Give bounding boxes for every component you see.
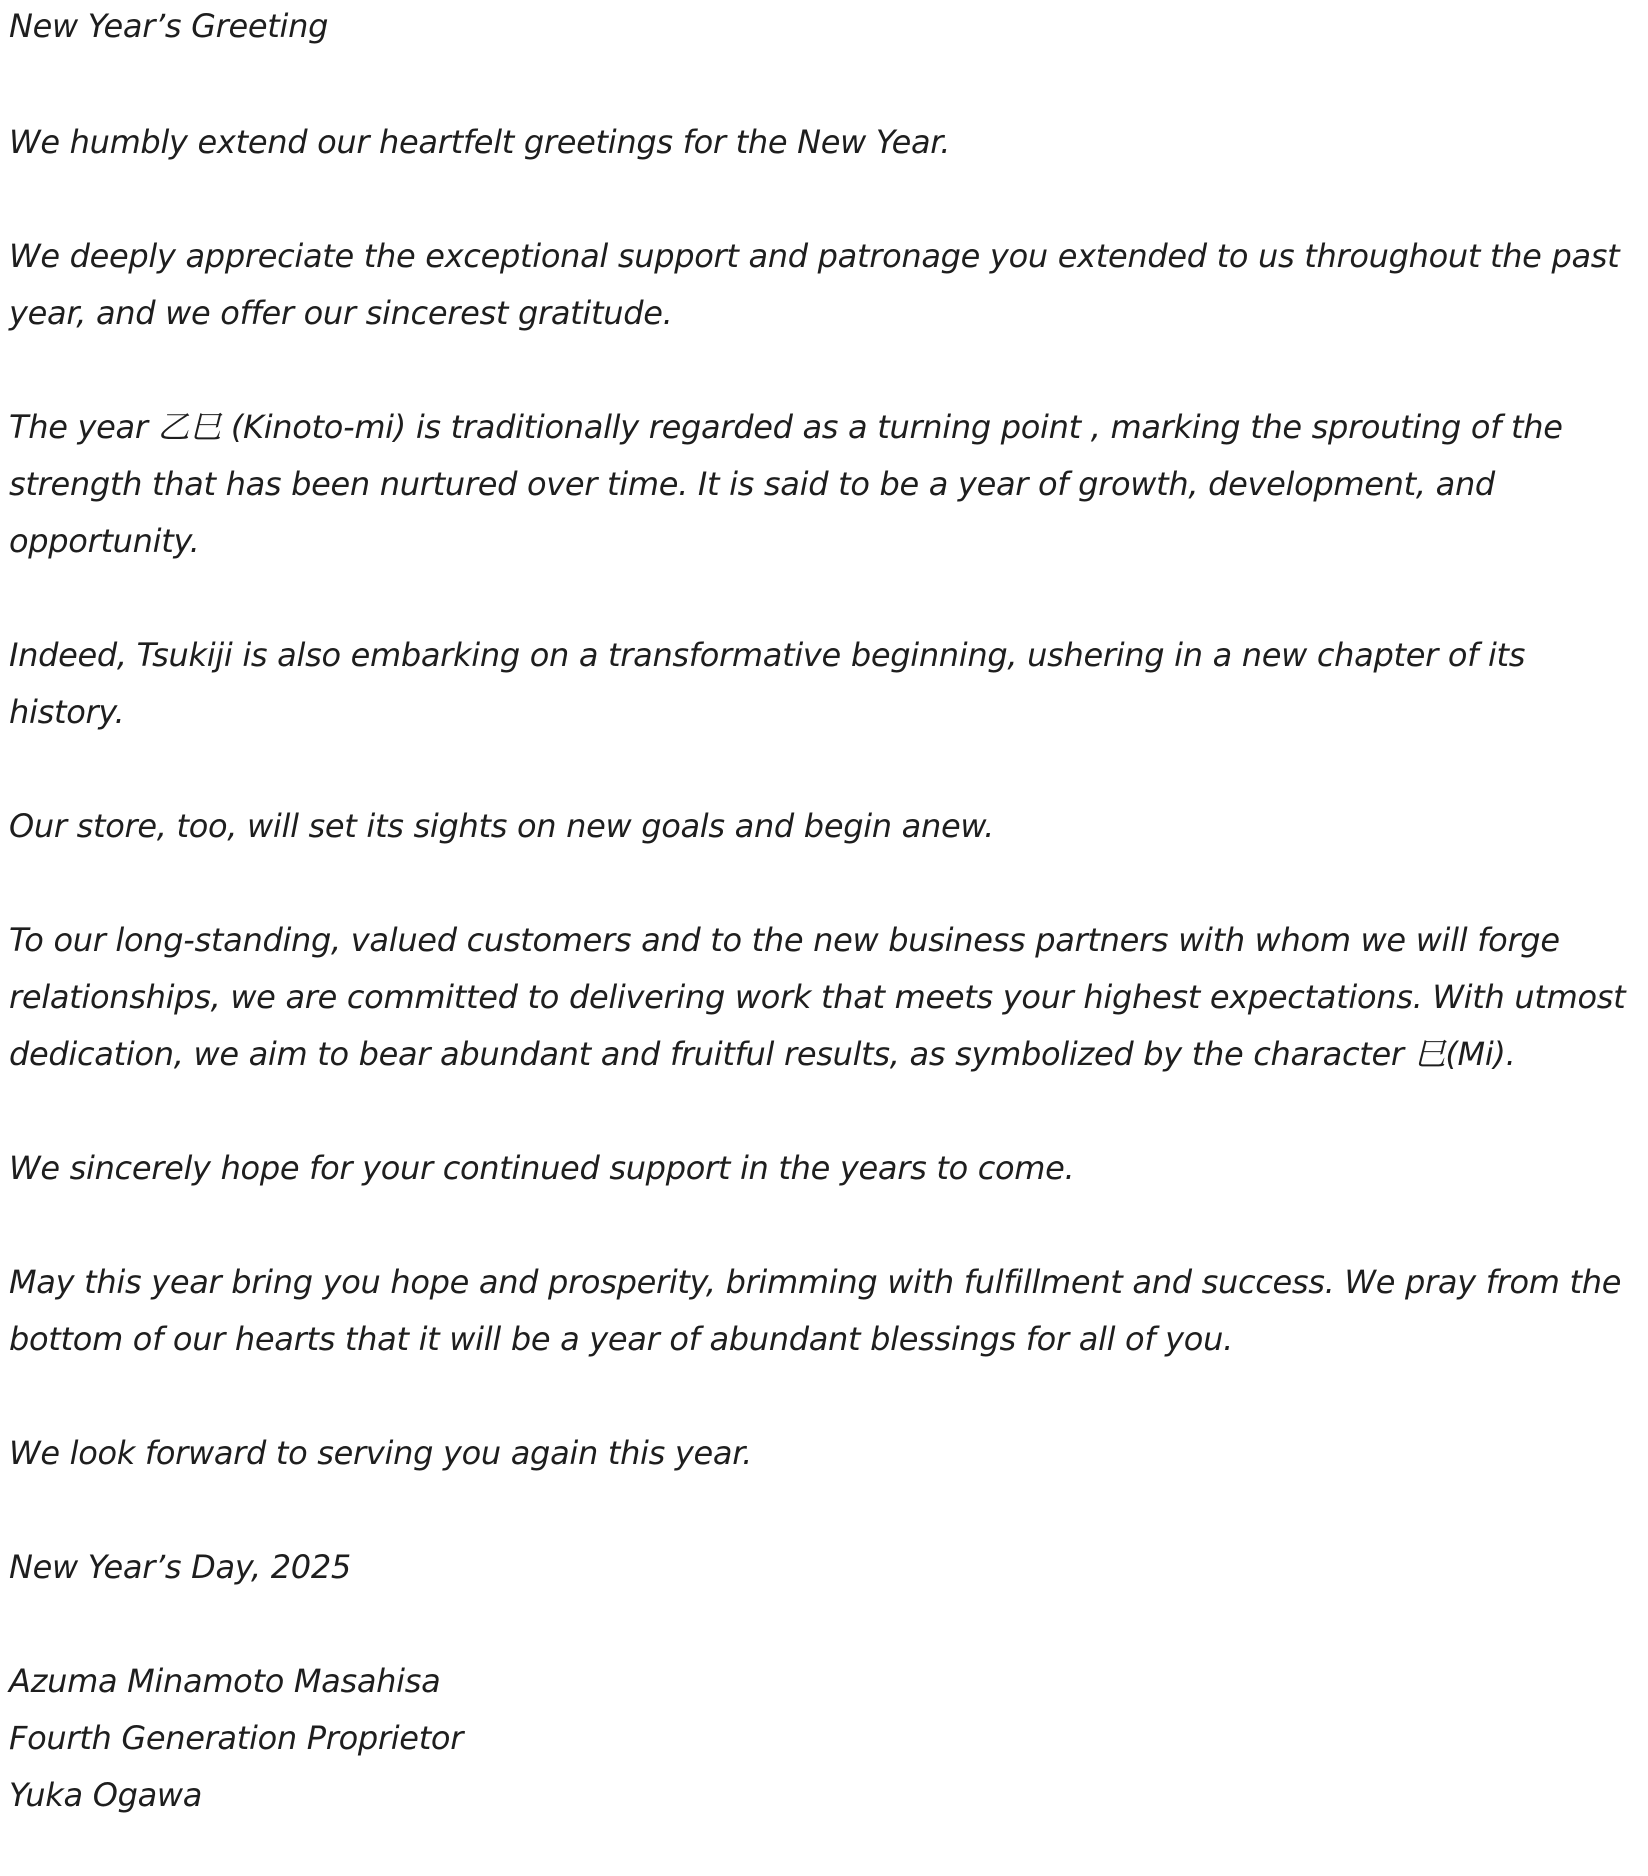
paragraph-new-goals: Our store, too, will set its sights on new goals and begin anew. xyxy=(9,807,995,845)
paragraph-kinoto-mi: The year 乙巳 (Kinoto-mi) is traditionally regarded as a turning point , marking the sprouting of the strength that has been nurtured over time. It is said to be a year of growth, development, and opportunity. xyxy=(9,408,1563,560)
paragraph-tsukiji: Indeed, Tsukiji is also embarking on a transformative beginning, ushering in a new chapter of its history. xyxy=(9,636,1526,731)
letter-date: New Year’s Day, 2025 xyxy=(9,1548,351,1586)
signature-name: Azuma Minamoto Masahisa xyxy=(9,1662,441,1700)
paragraph-commitment: To our long-standing, valued customers and to the new business partners with whom we will forge relationships, we are committed to delivering work that meets your highest expectations. With utmost dedication, we aim to bear abundant and fruitful results, as symbolized by the character 巳(Mi). xyxy=(9,921,1626,1073)
letter-title: New Year’s Greeting xyxy=(9,7,329,45)
signature-position: Fourth Generation Proprietor xyxy=(9,1719,464,1757)
signature-block xyxy=(9,1653,1634,1824)
paragraph-look-forward: We look forward to serving you again this year. xyxy=(9,1434,753,1472)
paragraph-prosperity: May this year bring you hope and prosperity, brimming with fulfillment and success. We pray from the bottom of our hearts that it will be a year of abundant blessings for all of you. xyxy=(9,1263,1622,1358)
paragraph-greeting: We humbly extend our heartfelt greetings for the New Year. xyxy=(9,123,951,161)
paragraph-continued-support: We sincerely hope for your continued support in the years to come. xyxy=(9,1149,1075,1187)
greeting-letter xyxy=(9,0,1634,1824)
paragraph-gratitude: We deeply appreciate the exceptional support and patronage you extended to us throughout the past year, and we offer our sincerest gratitude. xyxy=(9,237,1620,332)
signature-person: Yuka Ogawa xyxy=(9,1776,203,1814)
